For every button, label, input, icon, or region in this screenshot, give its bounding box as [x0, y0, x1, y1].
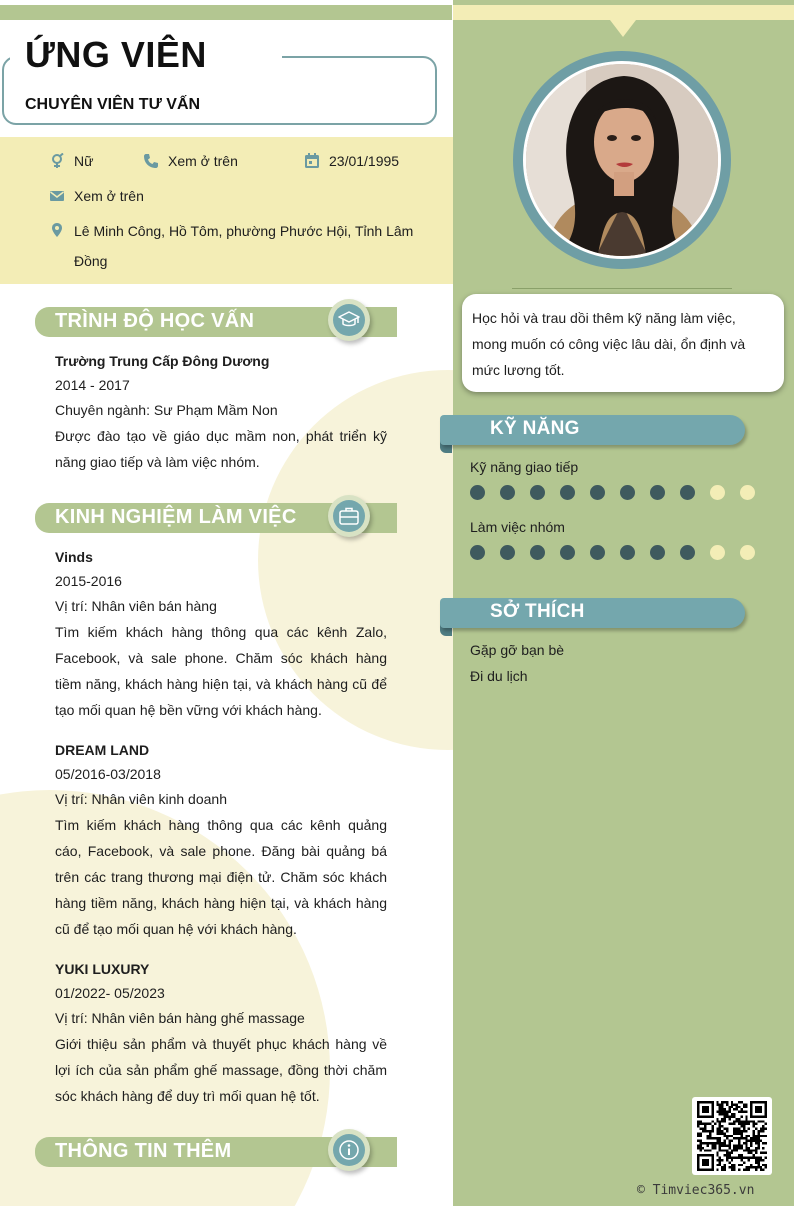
skill-rating	[470, 545, 770, 560]
accent-triangle	[610, 20, 636, 37]
profile-photo-frame	[513, 51, 731, 269]
work-position: Vị trí: Nhân viên kinh doanh	[55, 791, 227, 807]
company-name: Vinds	[55, 549, 93, 565]
address-info	[49, 216, 414, 276]
company-name: YUKI LUXURY	[55, 961, 150, 977]
contact-info	[0, 137, 453, 284]
gender-value: Nữ	[74, 153, 94, 169]
skill-dot	[500, 485, 515, 500]
phone-value: Xem ở trên	[168, 153, 238, 169]
gender-icon	[49, 153, 65, 169]
email-info	[49, 187, 144, 205]
section-header-more-info	[35, 1137, 397, 1167]
section-header-skills	[440, 415, 745, 445]
skill-dot	[620, 545, 635, 560]
skill-dot	[560, 545, 575, 560]
section-header-hobbies	[440, 598, 745, 628]
email-value: Xem ở trên	[74, 188, 144, 204]
section-header-education	[35, 307, 397, 337]
profile-photo	[526, 64, 718, 256]
skill-dot	[710, 545, 725, 560]
skill-dot	[620, 485, 635, 500]
company-name: DREAM LAND	[55, 742, 150, 758]
skill-dot	[530, 485, 545, 500]
skill-dot	[590, 485, 605, 500]
skill-dot	[470, 545, 485, 560]
divider	[512, 288, 732, 289]
section-header-experience	[35, 503, 397, 533]
skill-dot	[740, 485, 755, 500]
graduation-cap-icon	[338, 309, 360, 331]
work-period: 05/2016-03/2018	[55, 766, 161, 782]
experience-entry	[55, 545, 387, 723]
job-title: CHUYÊN VIÊN TƯ VẤN	[25, 96, 201, 113]
hobby-item: Đi du lịch	[470, 668, 528, 684]
skill-dot	[680, 545, 695, 560]
skill-name: Kỹ năng giao tiếp	[470, 459, 579, 475]
education-description: Được đào tạo về giáo dục mầm non, phát triển kỹ năng giao tiếp và làm việc nhóm.	[55, 428, 387, 470]
skill-dot	[650, 545, 665, 560]
skill-dot	[680, 485, 695, 500]
career-objective: Học hỏi và trau dồi thêm kỹ năng làm việc, mong muốn có công việc lâu dài, ổn định và mức lương tốt.	[462, 294, 784, 392]
experience-entry	[55, 957, 387, 1109]
experience-entry	[55, 738, 387, 942]
qr-code	[692, 1097, 772, 1175]
skill-dot	[500, 545, 515, 560]
location-pin-icon	[49, 222, 65, 238]
hobby-item: Gặp gỡ bạn bè	[470, 642, 565, 658]
skill-dot	[470, 485, 485, 500]
skill-name: Làm việc nhóm	[470, 519, 565, 535]
education-entry	[55, 349, 387, 475]
work-position: Vị trí: Nhân viên bán hàng ghế massage	[55, 1010, 305, 1026]
section-badge	[328, 495, 370, 537]
info-icon	[338, 1139, 360, 1161]
address-value: Lê Minh Công, Hồ Tôm, phường Phước Hội, Tỉnh Lâm Đồng	[74, 223, 414, 269]
email-icon	[49, 188, 65, 204]
skill-dot	[650, 485, 665, 500]
candidate-name: ỨNG VIÊN	[25, 34, 207, 75]
work-position: Vị trí: Nhân viên bán hàng	[55, 598, 217, 614]
education-period: 2014 - 2017	[55, 377, 130, 393]
birthday-value: 23/01/1995	[329, 153, 400, 169]
skill-dot	[740, 545, 755, 560]
birthday-info	[304, 152, 399, 170]
section-badge	[328, 1129, 370, 1171]
section-title: TRÌNH ĐỘ HỌC VẤN	[55, 310, 255, 332]
work-description: Tìm kiếm khách hàng thông qua các kênh Zalo, Facebook, và sale phone. Chăm sóc khách hàng tiềm năng, khách hàng hiện tại, và khách hàng cũ để tạo mối quan hệ bền vững với khách hàng.	[55, 624, 387, 718]
section-title: KINH NGHIỆM LÀM VIỆC	[55, 506, 297, 528]
section-title: SỞ THÍCH	[490, 601, 585, 622]
top-accent-bar	[453, 5, 794, 20]
work-description: Giới thiệu sản phẩm và thuyết phục khách hàng về lợi ích của sản phẩm ghế massage, đồng thời chăm sóc khách hàng để duy trì mối quan hệ tốt.	[55, 1036, 387, 1104]
section-title: THÔNG TIN THÊM	[55, 1140, 232, 1162]
briefcase-icon	[338, 505, 360, 527]
work-description: Tìm kiếm khách hàng thông qua các kênh quảng cáo, Facebook, và sale phone. Đăng bài quảng bá trên các trang thương mại điện tử. Chăm sóc khách hàng tiềm năng, khách hàng hiện tại, và khách hàng cũ để tạo mối quan hệ với khách hàng.	[55, 817, 387, 937]
section-badge	[328, 299, 370, 341]
section-title: KỸ NĂNG	[490, 418, 580, 439]
skill-dot	[590, 545, 605, 560]
skill-rating	[470, 485, 770, 500]
skill-dot	[560, 485, 575, 500]
work-period: 2015-2016	[55, 573, 122, 589]
phone-icon	[143, 153, 159, 169]
work-period: 01/2022- 05/2023	[55, 985, 165, 1001]
footer-credit: © Timviec365.vn	[637, 1183, 755, 1198]
education-major: Chuyên ngành: Sư Phạm Mầm Non	[55, 402, 278, 418]
top-accent-bar	[0, 5, 452, 20]
gender-info	[49, 152, 93, 170]
phone-info	[143, 152, 238, 170]
skill-dot	[710, 485, 725, 500]
calendar-icon	[304, 153, 320, 169]
skill-dot	[530, 545, 545, 560]
school-name: Trường Trung Cấp Đông Dương	[55, 353, 270, 369]
